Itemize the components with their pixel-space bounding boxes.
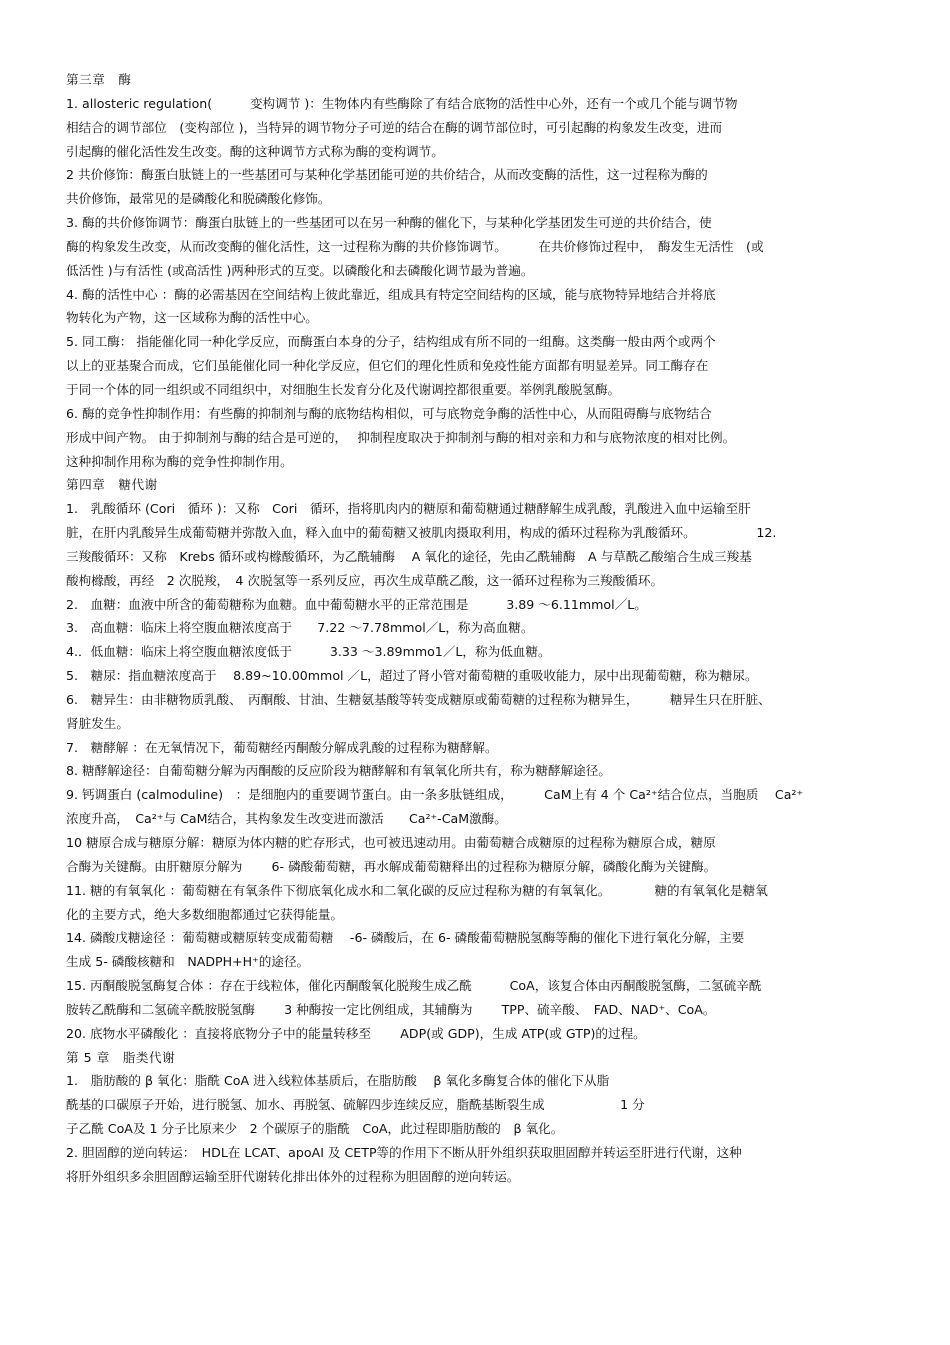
text-line: 酶的构象发生改变，从而改变酶的催化活性，这一过程称为酶的共价修饰调节。 在共价修饰过程中， 酶发生无活性 (或 — [66, 238, 764, 254]
text-line: 1. 乳酸循环 (Cori 循环 )：又称 Cori 循环，指将肌肉内的糖原和葡萄糖通过糖酵解生成乳酸，乳酸进入血中运输至肝 — [66, 501, 751, 517]
text-line: 于同一个体的同一组织或不同组织中，对细胞生长发育分化及代谢调控都很重要。举例乳酸脱氢酶。 — [66, 381, 621, 397]
text-line: 酸枸橼酸，再经 2 次脱羧， 4 次脱氢等一系列反应，再次生成草酰乙酸，这一循环过程称为三羧酸循环。 — [66, 572, 664, 588]
chapter-heading: 第四章 糖代谢 — [66, 477, 158, 493]
text-line: 以上的亚基聚合而成，它们虽能催化同一种化学反应，但它们的理化性质和免疫性能方面都有明显差异。同工酶存在 — [66, 358, 709, 374]
text-line: 浓度升高， Ca²⁺与 CaM结合，其构象发生改变进而激活 Ca²⁺-CaM激酶。 — [66, 811, 507, 827]
text-line: 2. 胆固醇的逆向转运： HDL在 LCAT、apoAI 及 CETP等的作用下不断从肝外组织获取胆固醇并转运至肝进行代谢，这种 — [66, 1144, 742, 1160]
text-line: 化的主要方式，绝大多数细胞都通过它获得能量。 — [66, 906, 344, 922]
chapter-heading: 第三章 酶 — [66, 72, 132, 87]
text-line: 共价修饰，最常见的是磷酸化和脱磷酸化修饰。 — [66, 191, 331, 207]
text-line: 合酶为关键酶。由肝糖原分解为 6- 磷酸葡萄糖，再水解成葡萄糖释出的过程称为糖原分解，磷酸化酶为关键酶。 — [66, 858, 717, 874]
text-line: 肾脏发生。 — [66, 715, 129, 731]
text-line: 14. 磷酸戊糖途径 ：葡萄糖或糖原转变成葡萄糖 -6- 磷酸后，在 6- 磷酸葡萄糖脱氢酶等酶的催化下进行氧化分解，主要 — [66, 930, 745, 946]
text-line: 物转化为产物，这一区域称为酶的活性中心。 — [66, 310, 318, 326]
text-line: 4. 酶的活性中心 ：酶的必需基因在空间结构上彼此靠近，组成具有特定空间结构的区域，能与底物特异地结合并将底 — [66, 286, 716, 302]
text-line: 子乙酰 CoA及 1 分子比原来少 2 个碳原子的脂酰 CoA，此过程即脂肪酸的 β 氧化。 — [66, 1121, 564, 1137]
text-line: 8. 糖酵解途径：自葡萄糖分解为丙酮酸的反应阶段为糖酵解和有氧氧化所共有，称为糖酵解途径。 — [66, 763, 611, 779]
text-line: 15. 丙酮酸脱氢酶复合体 ：存在于线粒体，催化丙酮酸氧化脱羧生成乙酰 CoA，该复合体由丙酮酸脱氢酶，二氢硫辛酰 — [66, 978, 762, 994]
text-line: 6. 酶的竞争性抑制作用：有些酶的抑制剂与酶的底物结构相似，可与底物竞争酶的活性中心，从而阻碍酶与底物结合 — [66, 405, 712, 421]
text-line: 2. 血糖：血液中所含的葡萄糖称为血糖。血中葡萄糖水平的正常范围是 3.89 ～6.11mmol／L。 — [66, 596, 647, 612]
text-line: 7. 糖酵解 ：在无氧情况下，葡萄糖经丙酮酸分解成乳酸的过程称为糖酵解。 — [66, 739, 498, 755]
text-line: 20. 底物水平磷酸化 ：直接将底物分子中的能量转移至 ADP(或 GDP)，生成 ATP(或 GTP)的过程。 — [66, 1025, 646, 1041]
text-line: 这种抑制作用称为酶的竞争性抑制作用。 — [66, 453, 293, 469]
text-line: 脏，在肝内乳酸异生成葡萄糖并弥散入血，释入血中的葡萄糖又被肌肉摄取利用，构成的循环过程称为乳酸循环。 12. — [66, 525, 777, 541]
text-line: 胺转乙酰酶和二氢硫辛酰胺脱氢酶 3 种酶按一定比例组成，其辅酶为 TPP、硫辛酸、 FAD、NAD⁺、CoA。 — [66, 1001, 716, 1017]
text-line: 相结合的调节部位 (变构部位 )，当特异的调节物分子可逆的结合在酶的调节部位时，可引起酶的构象发生改变，进而 — [66, 119, 723, 135]
text-line: 9. 钙调蛋白 (calmoduline) ：是细胞内的重要调节蛋白。由一条多肽链组成， CaM上有 4 个 Ca²⁺结合位点，当胞质 Ca²⁺ — [66, 787, 804, 803]
text-line: 3. 高血糖：临床上将空腹血糖浓度高于 7.22 ～7.78mmol／L，称为高血糖。 — [66, 620, 534, 636]
text-line: 酰基的口碳原子开始，进行脱氢、加水、再脱氢、硫解四步连续反应，脂酰基断裂生成 1 分 — [66, 1097, 645, 1113]
text-line: 三羧酸循环：又称 Krebs 循环或构橼酸循环，为乙酰辅酶 A 氧化的途径，先由乙酰辅酶 A 与草酰乙酸缩合生成三羧基 — [66, 548, 752, 564]
text-line: 6. 糖异生：由非糖物质乳酸、 丙酮酸、甘油、生糖氨基酸等转变成糖原或葡萄糖的过程称为糖异生， 糖异生只在肝脏、 — [66, 691, 771, 707]
text-line: 生成 5- 磷酸核糖和 NADPH+H⁺的途径。 — [66, 954, 310, 970]
text-line: 1. allosteric regulation( 变构调节 )：生物体内有些酶除了有结合底物的活性中心外，还有一个或几个能与调节物 — [66, 95, 738, 111]
text-line: 10 糖原合成与糖原分解：糖原为体内糖的贮存形式，也可被迅速动用。由葡萄糖合成糖原的过程称为糖原合成，糖原 — [66, 835, 716, 850]
chapter-heading: 第 5 章 脂类代谢 — [66, 1049, 176, 1065]
text-line: 引起酶的催化活性发生改变。酶的这种调节方式称为酶的变构调节。 — [66, 143, 444, 159]
text-line: 5. 糖尿：指血糖浓度高于 8.89~10.00mmol ／L，超过了肾小管对葡萄糖的重吸收能力，尿中出现葡萄糖，称为糖尿。 — [66, 668, 758, 684]
text-line: 5. 同工酶： 指能催化同一种化学反应，而酶蛋白本身的分子，结构组成有所不同的一组酶。这类酶一般由两个或两个 — [66, 334, 716, 350]
text-line: 11. 糖的有氧氧化 ：葡萄糖在有氧条件下彻底氧化成水和二氧化碳的反应过程称为糖的有氧氧化。 糖的有氧氧化是糖氧 — [66, 882, 768, 898]
text-line: 2 共价修饰：酶蛋白肽链上的一些基团可与某种化学基团能可逆的共价结合，从而改变酶的活性，这一过程称为酶的 — [66, 167, 708, 183]
text-line: 3. 酶的共价修饰调节：酶蛋白肽链上的一些基团可以在另一种酶的催化下，与某种化学基团发生可逆的共价结合，使 — [66, 215, 712, 231]
text-line: 形成中间产物。 由于抑制剂与酶的结合是可逆的， 抑制程度取决于抑制剂与酶的相对亲和力和与底物浓度的相对比例。 — [66, 429, 736, 445]
text-line: 将肝外组织多余胆固醇运输至肝代谢转化排出体外的过程称为胆固醇的逆向转运。 — [66, 1168, 520, 1184]
text-line: 1. 脂肪酸的 β 氧化：脂酰 CoA 进入线粒体基质后，在脂肪酸 β 氧化多酶复合体的催化下从脂 — [66, 1073, 610, 1089]
text-line: 低活性 )与有活性 (或高活性 )两种形式的互变。以磷酸化和去磷酸化调节最为普遍。 — [66, 262, 534, 278]
text-line: 4.．低血糖：临床上将空腹血糖浓度低于 3.33 ～3.89mmo1／L，称为低血糖。 — [66, 644, 551, 660]
